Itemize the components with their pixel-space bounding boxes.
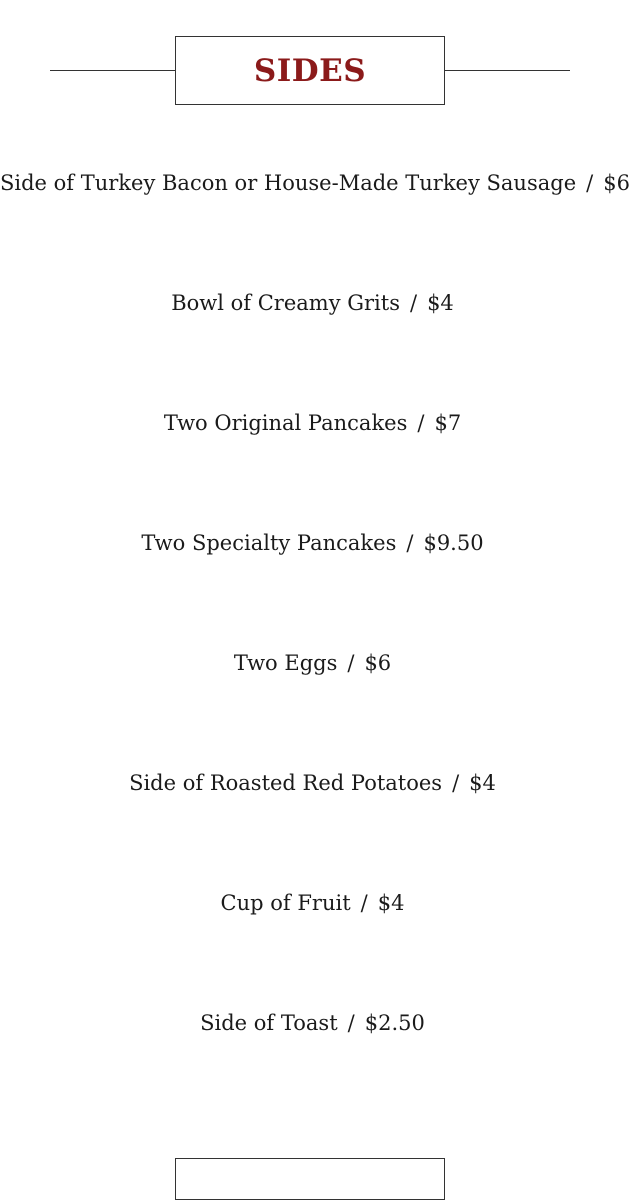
item-price: $6 — [364, 651, 392, 675]
item-price: $4 — [427, 291, 454, 315]
menu-item — [0, 169, 630, 197]
price-separator: / — [406, 531, 414, 555]
next-section-title-box — [175, 1158, 445, 1200]
section-title: SIDES — [253, 52, 367, 89]
item-name: Two Original Pancakes — [163, 411, 408, 435]
menu-item — [0, 409, 625, 437]
header-rule-right — [445, 70, 570, 71]
menu-item — [0, 769, 625, 797]
price-separator: / — [347, 1011, 355, 1035]
item-name: Two Specialty Pancakes — [141, 531, 397, 555]
section-title-box — [175, 36, 445, 105]
menu-item — [0, 529, 625, 557]
menu-item — [0, 289, 625, 317]
item-name: Side of Toast — [200, 1011, 338, 1035]
item-price: $2.50 — [364, 1011, 425, 1035]
menu-item — [0, 889, 625, 917]
item-price: $7 — [434, 411, 462, 435]
item-price: $6 — [603, 171, 630, 195]
menu-item — [0, 1009, 625, 1037]
price-separator: / — [360, 891, 368, 915]
item-name: Cup of Fruit — [220, 891, 351, 915]
item-price: $4 — [377, 891, 405, 915]
price-separator: / — [347, 651, 355, 675]
item-price: $9.50 — [423, 531, 484, 555]
price-separator: / — [452, 771, 460, 795]
item-price: $4 — [469, 771, 496, 795]
price-separator: / — [586, 171, 594, 195]
price-separator: / — [417, 411, 425, 435]
item-name: Side of Roasted Red Potatoes — [129, 771, 443, 795]
item-name: Bowl of Creamy Grits — [171, 291, 400, 315]
item-name: Side of Turkey Bacon or House-Made Turkey Sausage — [0, 171, 577, 195]
menu-item — [0, 649, 625, 677]
header-rule-left — [50, 70, 175, 71]
item-name: Two Eggs — [233, 651, 338, 675]
price-separator: / — [409, 291, 418, 315]
section-header — [0, 36, 625, 105]
